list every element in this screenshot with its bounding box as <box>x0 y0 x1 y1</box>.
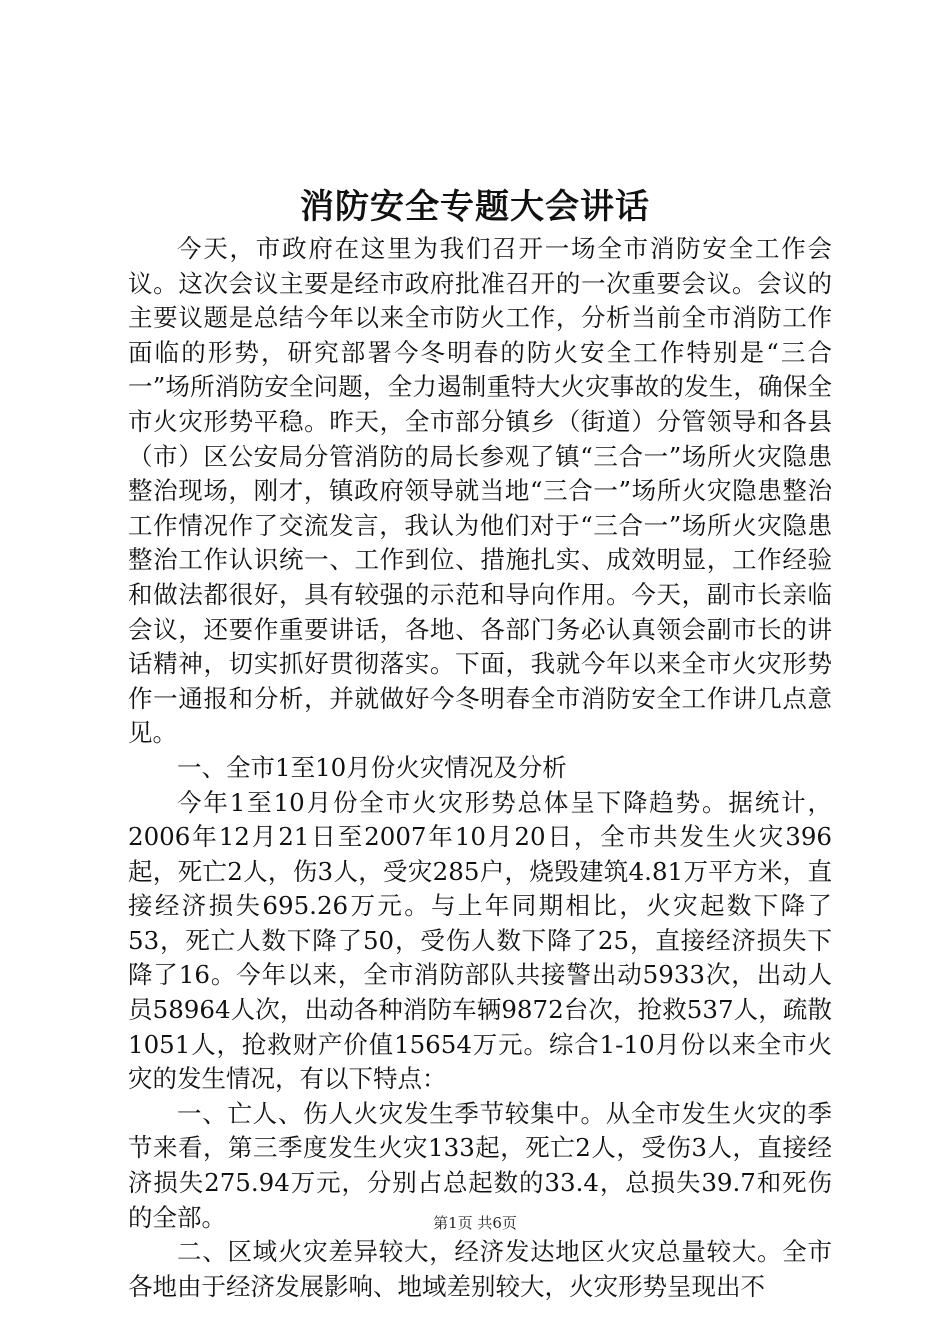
document-body <box>128 232 832 1304</box>
document-title: 消防安全专题大会讲话 <box>300 187 650 227</box>
paragraph-point-1: 一、亡人、伤人火灾发生季节较集中。从全市发生火灾的季节来看，第三季度发生火灾133起，死亡2人，受伤3人，直接经济损失275.94万元，分别占总起数的33.4，总损失39.7和死伤的全部。 <box>128 1098 832 1232</box>
page-number-footer: 第1页 共6页 <box>433 1214 517 1232</box>
paragraph-intro: 今天，市政府在这里为我们召开一场全市消防安全工作会议。这次会议主要是经市政府批准召开的一次重要会议。会议的主要议题是总结今年以来全市防火工作，分析当前全市消防工作面临的形势，研究部署今冬明春的防火安全工作特别是“三合一”场所消防安全问题，全力遏制重特大火灾事故的发生，确保全市火灾形势平稳。昨天，全市部分镇乡（街道）分管领导和各县（市）区公安局分管消防的局长参观了镇“三合一”场所火灾隐患整治现场，刚才，镇政府领导就当地“三合一”场所火灾隐患整治工作情况作了交流发言，我认为他们对于“三合一”场所火灾隐患整治工作认识统一、工作到位、措施扎实、成效明显，工作经验和做法都很好，具有较强的示范和导向作用。今天，副市长亲临会议，还要作重要讲话，各地、各部门务必认真领会副市长的讲话精神，切实抓好贯彻落实。下面，我就今年以来全市火灾形势作一通报和分析，并就做好今冬明春全市消防安全工作讲几点意见。 <box>128 234 832 748</box>
paragraph-point-2: 二、区域火灾差异较大，经济发达地区火灾总量较大。全市各地由于经济发展影响、地域差别较大，火灾形势呈现出不 <box>128 1237 832 1301</box>
section-heading-1: 一、全市1至10月份火灾情况及分析 <box>177 752 567 782</box>
paragraph-statistics: 今年1至10月份全市火灾形势总体呈下降趋势。据统计，2006年12月21日至2007年10月20日，全市共发生火灾396起，死亡2人，伤3人，受灾285户，烧毁建筑4.81万平方米，直接经济损失695.26万元。与上年同期相比，火灾起数下降了53，死亡人数下降了50，受伤人数下降了25，直接经济损失下降了16。今年以来，全市消防部队共接警出动5933次，出动人员58964人次，出动各种消防车辆9872台次，抢救537人，疏散1051人，抢救财产价值15654万元。综合1-10月份以来全市火灾的发生情况，有以下特点： <box>128 787 832 1094</box>
